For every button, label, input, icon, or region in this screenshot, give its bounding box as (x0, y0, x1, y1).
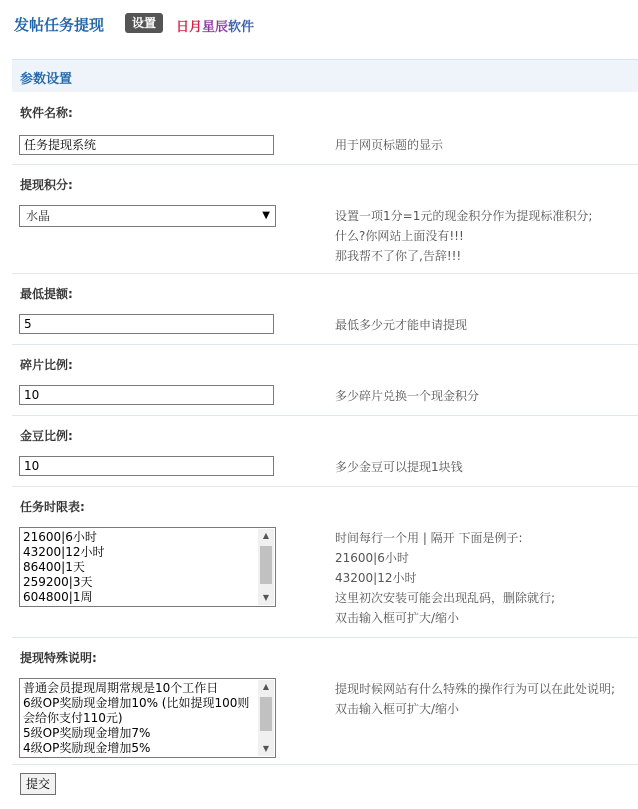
brand-part3: 软件 (228, 20, 255, 35)
time-table-textarea[interactable] (19, 527, 276, 607)
special-note-textarea[interactable] (19, 678, 276, 758)
fragment-ratio-input[interactable]: 10 (19, 385, 274, 405)
min-amount-input[interactable]: 5 (19, 314, 274, 334)
time-table-tip (335, 528, 555, 628)
textarea-line: 普通会员提现周期常规是10个工作日 (23, 681, 219, 695)
special-note-tip (335, 679, 615, 719)
gold-ratio-tip: 多少金豆可以提现1块钱 (335, 460, 463, 474)
textarea-line: 259200|3天 (23, 575, 93, 589)
software-name-label: 软件名称: (20, 106, 73, 120)
points-select[interactable] (19, 205, 276, 227)
divider (12, 415, 638, 416)
brand-part2: 星辰 (202, 20, 229, 35)
points-tip-line: 什么?你网站上面没有!!! (335, 229, 464, 243)
scroll-up-icon[interactable]: ▲ (262, 531, 270, 540)
top-bar (0, 0, 638, 50)
page-title: 发帖任务提现 (14, 16, 105, 34)
textarea-line: 86400|1天 (23, 560, 85, 574)
section-title: 参数设置 (20, 72, 73, 87)
brand-link[interactable] (176, 16, 254, 35)
fragment-ratio-label: 碎片比例: (20, 358, 73, 372)
time-table-tip-line: 43200|12小时 (335, 571, 417, 585)
divider (12, 273, 638, 274)
scrollbar[interactable] (258, 529, 274, 605)
divider (12, 637, 638, 638)
scroll-down-icon[interactable]: ▼ (262, 593, 270, 602)
scroll-down-icon[interactable]: ▼ (262, 744, 270, 753)
special-note-tip-line: 提现时候网站有什么特殊的操作行为可以在此处说明; (335, 682, 616, 696)
textarea-line: 43200|12小时 (23, 545, 105, 559)
textarea-line: 6级OP奖励现金增加10% (比如提现100则 (23, 696, 250, 710)
textarea-line: 5级OP奖励现金增加7% (23, 726, 151, 740)
time-table-tip-line: 21600|6小时 (335, 551, 409, 565)
divider (12, 164, 638, 165)
section-header (12, 59, 638, 92)
points-tip-line: 设置一项1分=1元的现金积分作为提现标准积分; (335, 209, 593, 223)
special-note-label: 提现特殊说明: (20, 651, 97, 665)
time-table-tip-line: 这里初次安装可能会出现乱码，删除就行; (335, 591, 556, 605)
special-note-tip-line: 双击输入框可扩大/缩小 (335, 702, 460, 716)
textarea-line: 604800|1周 (23, 590, 93, 604)
textarea-line: 21600|6小时 (23, 530, 97, 544)
min-amount-label: 最低提额: (20, 287, 73, 301)
dropdown-arrow-icon: ▼ (262, 210, 270, 221)
submit-button[interactable]: 提交 (20, 773, 56, 795)
divider (12, 486, 638, 487)
points-label: 提现积分: (20, 178, 73, 192)
time-table-lines (23, 530, 257, 605)
settings-tag[interactable]: 设置 (125, 13, 163, 33)
divider (12, 344, 638, 345)
points-tip (335, 206, 592, 266)
scrollbar-thumb[interactable] (260, 546, 272, 584)
scrollbar-thumb[interactable] (260, 697, 272, 731)
scroll-up-icon[interactable]: ▲ (262, 682, 270, 691)
textarea-line: 4级OP奖励现金增加5% (23, 741, 151, 755)
brand-part1: 日月 (176, 20, 203, 35)
min-amount-tip: 最低多少元才能申请提现 (335, 318, 468, 332)
fragment-ratio-tip: 多少碎片兑换一个现金积分 (335, 389, 480, 403)
software-name-tip: 用于网页标题的显示 (335, 138, 444, 152)
points-select-value: 水晶 (26, 209, 51, 223)
time-table-tip-line: 时间每行一个用 | 隔开 下面是例子: (335, 531, 523, 545)
software-name-input[interactable]: 任务提现系统 (19, 135, 274, 155)
textarea-line: 会给你支付110元) (23, 711, 123, 725)
divider (12, 764, 638, 765)
special-note-lines (23, 681, 257, 756)
time-table-label: 任务时限表: (20, 500, 85, 514)
gold-ratio-input[interactable]: 10 (19, 456, 274, 476)
time-table-tip-line: 双击输入框可扩大/缩小 (335, 611, 460, 625)
points-tip-line: 那我帮不了你了,告辞!!! (335, 249, 462, 263)
gold-ratio-label: 金豆比例: (20, 429, 73, 443)
scrollbar[interactable] (258, 680, 274, 756)
